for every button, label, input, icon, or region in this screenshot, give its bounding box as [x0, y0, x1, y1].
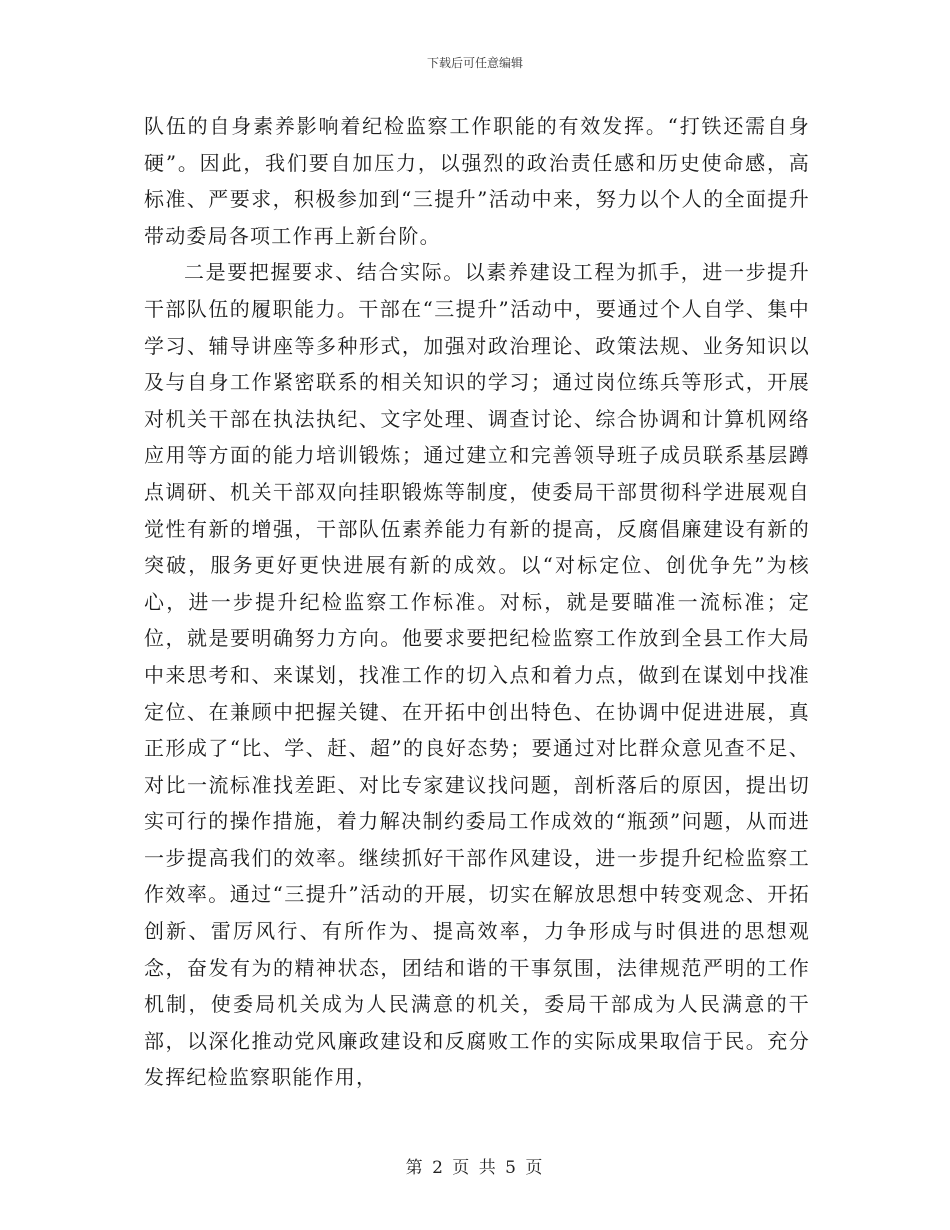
page-header-note: 下载后可任意编辑 [426, 56, 523, 70]
paragraph-2: 二是要把握要求、结合实际。以素养建设工程为抓手，进一步提升干部队伍的履职能力。干部在“三提升”活动中，要通过个人自学、集中学习、辅导讲座等多种形式，加强对政治理论、政策法规、业务知识以及与自身工作紧密联系的相关知识的学习；通过岗位练兵等形式，开展对机关干部在执法执纪、文字处理、调查讨论、综合协调和计算机网络应用等方面的能力培训锻炼；通过建立和完善领导班子成员联系基层蹲点调研、机关干部双向挂职锻炼等制度，使委局干部贯彻科学进展观自觉性有新的增强，干部队伍素养能力有新的提高，反腐倡廉建设有新的突破，服务更好更快进展有新的成效。以“对标定位、创优争先”为核心，进一步提升纪检监察工作标准。对标，就是要瞄准一流标准；定位，就是要明确努力方向。他要求要把纪检监察工作放到全县工作大局中来思考和、来谋划，找准工作的切入点和着力点，做到在谋划中找准定位、在兼顾中把握关键、在开拓中创出特色、在协调中促进进展，真正形成了“比、学、赶、超”的良好态势；要通过对比群众意见查不足、对比一流标准找差距、对比专家建议找问题，剖析落后的原因，提出切实可行的操作措施，着力解决制约委局工作成效的“瓶颈”问题，从而进一步提高我们的效率。继续抓好干部作风建设，进一步提升纪检监察工作效率。通过“三提升”活动的开展，切实在解放思想中转变观念、开拓创新、雷厉风行、有所作为、提高效率，力争形成与时俱进的思想观念，奋发有为的精神状态，团结和谐的干事氛围，法律规范严明的工作机制，使委局机关成为人民满意的机关，委局干部成为人民满意的干部，以深化推动党风廉政建设和反腐败工作的实际成果取信于民。充分发挥纪检监察职能作用， [144, 260, 810, 1090]
document-body [144, 108, 810, 1096]
page-number: 第 2 页 共 5 页 [405, 1158, 545, 1178]
paragraph-1: 队伍的自身素养影响着纪检监察工作职能的有效发挥。“打铁还需自身硬”。因此，我们要自加压力，以强烈的政治责任感和历史使命感，高标准、严要求，积极参加到“三提升”活动中来，努力以个人的全面提升带动委局各项工作再上新台阶。 [144, 114, 810, 248]
